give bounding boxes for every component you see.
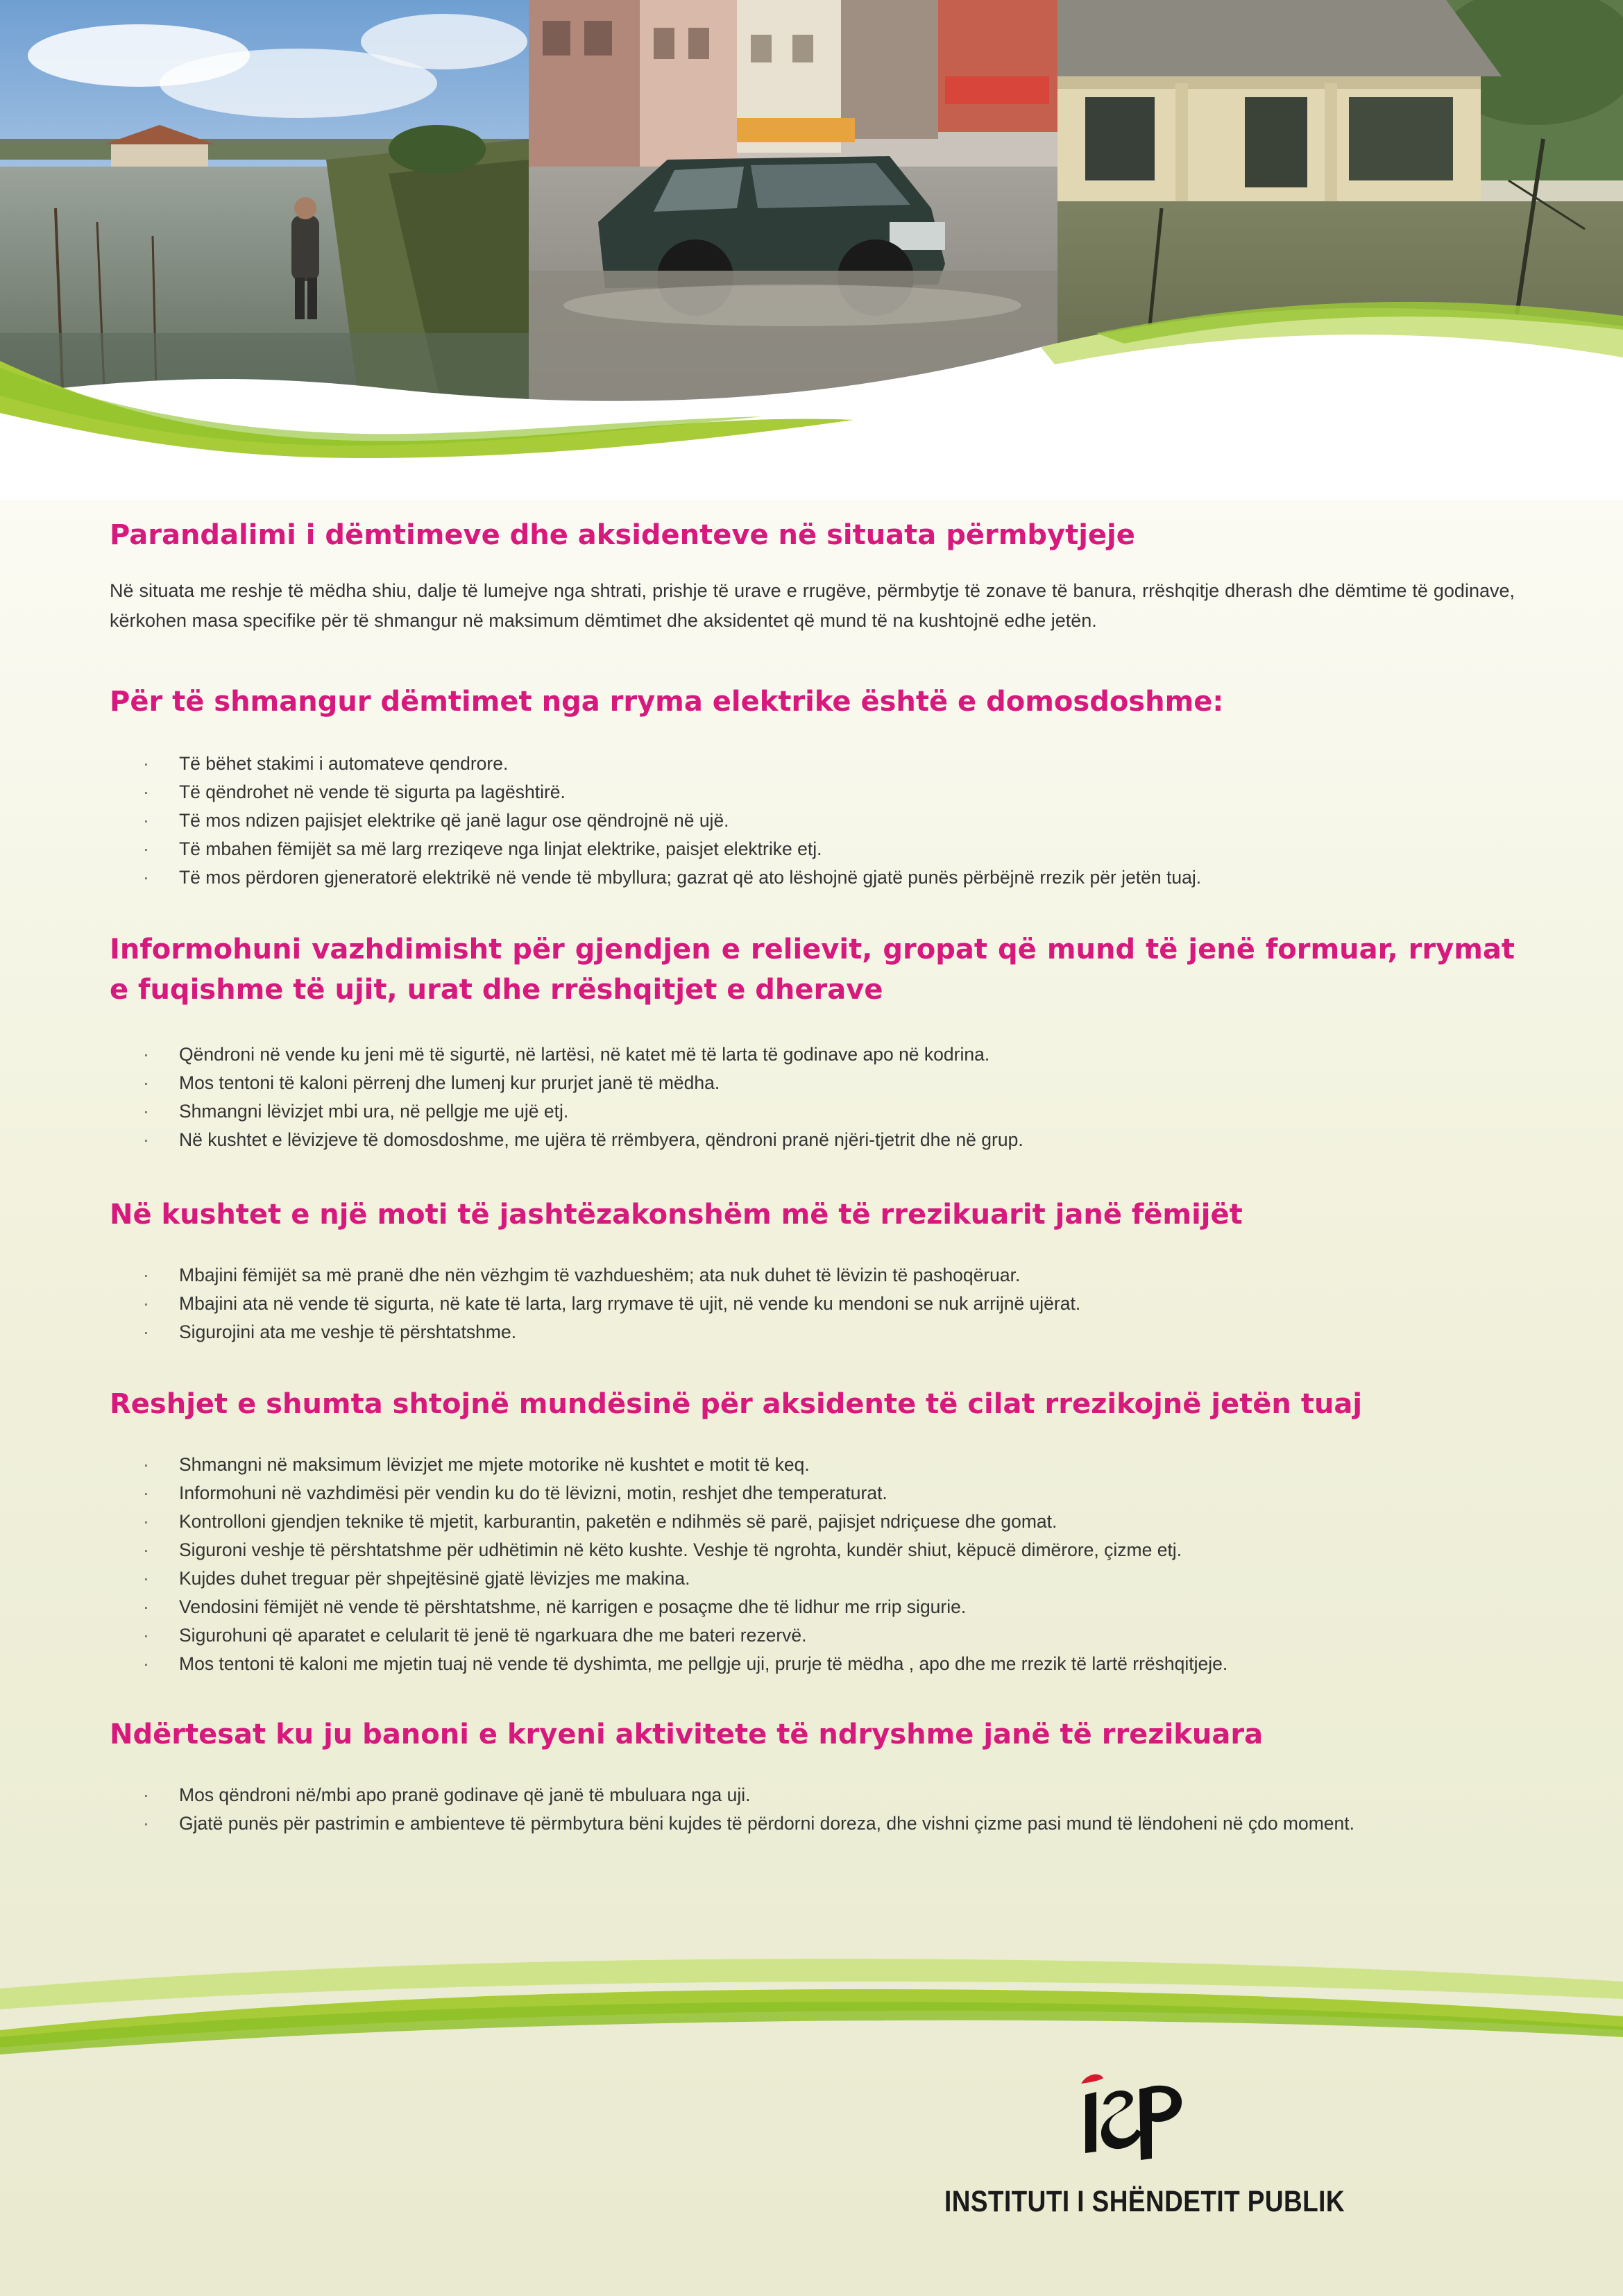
section-4-title: Në kushtet e një moti të jashtëzakonshëm më të rrezikuarit janë fëmijët [110,1199,1243,1231]
list-item: · Në kushtet e lëvizjeve të domosdoshme, me ujëra të rrëmbyera, qëndroni pranë njëri-tjetrit dhe në grup. [110,1126,1515,1154]
organization-name: INSTITUTI I SHËNDETIT PUBLIK [944,2185,1345,2218]
section-5-list [110,1451,1515,1678]
list-item: · Shmangni në maksimum lëvizjet me mjete motorike në kushtet e motit të keq. [110,1451,1515,1479]
list-item: · Shmangni lëvizjet mbi ura, në pellgje me ujë etj. [110,1097,1515,1126]
list-item: · Të bëhet stakimi i automateve qendrore. [110,750,1515,778]
list-item: · Siguroni veshje të përshtatshme për udhëtimin në këto kushte. Veshje të ngrohta, kundër shiut, këpucë dimërore, çizme etj. [110,1536,1515,1564]
list-item: · Mbajini ata në vende të sigurta, në kate të larta, larg rrymave të ujit, në vende ku mendoni se nuk arrijnë ujërat. [110,1290,1515,1318]
section-3-title: Informohuni vazhdimisht për gjendjen e relievit, gropat që mund të jenë formuar, rrymat e fuqishme të ujit, urat dhe rrëshqitjet e dherave [110,934,1515,1006]
top-green-wave [0,292,1623,500]
bottom-green-wave [0,1950,1623,2089]
section-4-list [110,1261,1515,1347]
list-item: · Mos tentoni të kaloni përrenj dhe lumenj kur prurjet janë të mëdha. [110,1069,1515,1097]
list-item: · Të mos përdoren gjeneratorë elektrikë në vende të mbyllura; gazrat që ato lëshojnë gjatë punës përbëjnë rrezik për jetën tuaj. [110,863,1515,892]
list-item: · Kontrolloni gjendjen teknike të mjetit, karburantin, paketën e ndihmës së parë, pajisjet ndriçuese dhe gomat. [110,1508,1515,1536]
section-5-title: Reshjet e shumta shtojnë mundësinë për aksidente të cilat rrezikojnë jetën tuaj [110,1388,1363,1420]
list-item: · Mos qëndroni në/mbi apo pranë godinave që janë të mbuluara nga uji. [110,1781,1515,1809]
list-item: · Sigurojini ata me veshje të përshtatshme. [110,1318,1515,1347]
section-1-intro: Në situata me reshje të mëdha shiu, dalje të lumejve nga shtrati, prishje të urave e rrugëve, përmbytje të zonave të banura, rrëshqitje dherash dhe dëmtime të godinave, kërkohen masa specifike për të shmangur në maksimum dëmtimet dhe aksidentet që mund të na kushtojnë edhe jetën. [110,580,1515,631]
list-item: · Vendosini fëmijët në vende të përshtatshme, në karrigen e posaçme dhe të lidhur me rrip sigurie. [110,1593,1515,1621]
isp-logo [1076,2068,1187,2166]
section-6-title: Ndërtesat ku ju banoni e kryeni aktivitete të ndryshme janë të rrezikuara [110,1719,1264,1750]
list-item: · Informohuni në vazhdimësi për vendin ku do të lëvizni, motin, reshjet dhe temperaturat. [110,1479,1515,1508]
list-item: · Qëndroni në vende ku jeni më të sigurtë, në lartësi, në katet më të larta të godinave apo në kodrina. [110,1040,1515,1069]
section-2-title: Për të shmangur dëmtimet nga rryma elektrike është e domosdoshme: [110,686,1224,718]
list-item: · Mbajini fëmijët sa më pranë dhe nën vëzhgim të vazhdueshëm; ata nuk duhet të lëvizin të pashoqëruar. [110,1261,1515,1290]
section-2-list [110,750,1515,892]
section-6-list [110,1781,1515,1838]
list-item: · Kujdes duhet treguar për shpejtësinë gjatë lëvizjes me makina. [110,1564,1515,1593]
list-item: · Mos tentoni të kaloni me mjetin tuaj në vende të dyshimta, me pellgje uji, prurje të mëdha , apo dhe me rrezik të lartë rrëshqitjeje. [110,1650,1515,1678]
list-item: · Sigurohuni që aparatet e celularit të jenë të ngarkuara dhe me bateri rezervë. [110,1621,1515,1650]
section-3-list [110,1040,1515,1154]
list-item: · Gjatë punës për pastrimin e ambienteve të përmbytura bëni kujdes të përdorni doreza, dhe vishni çizme pasi mund të lëndoheni në çdo moment. [110,1809,1515,1838]
list-item: · Të qëndrohet në vende të sigurta pa lagështirë. [110,778,1515,807]
list-item: · Të mos ndizen pajisjet elektrike që janë lagur ose qëndrojnë në ujë. [110,807,1515,835]
list-item: · Të mbahen fëmijët sa më larg rreziqeve nga linjat elektrike, paisjet elektrike etj. [110,835,1515,863]
section-1-title: Parandalimi i dëmtimeve dhe aksidenteve në situata përmbytjeje [110,519,1135,551]
main-content [110,515,1515,1838]
